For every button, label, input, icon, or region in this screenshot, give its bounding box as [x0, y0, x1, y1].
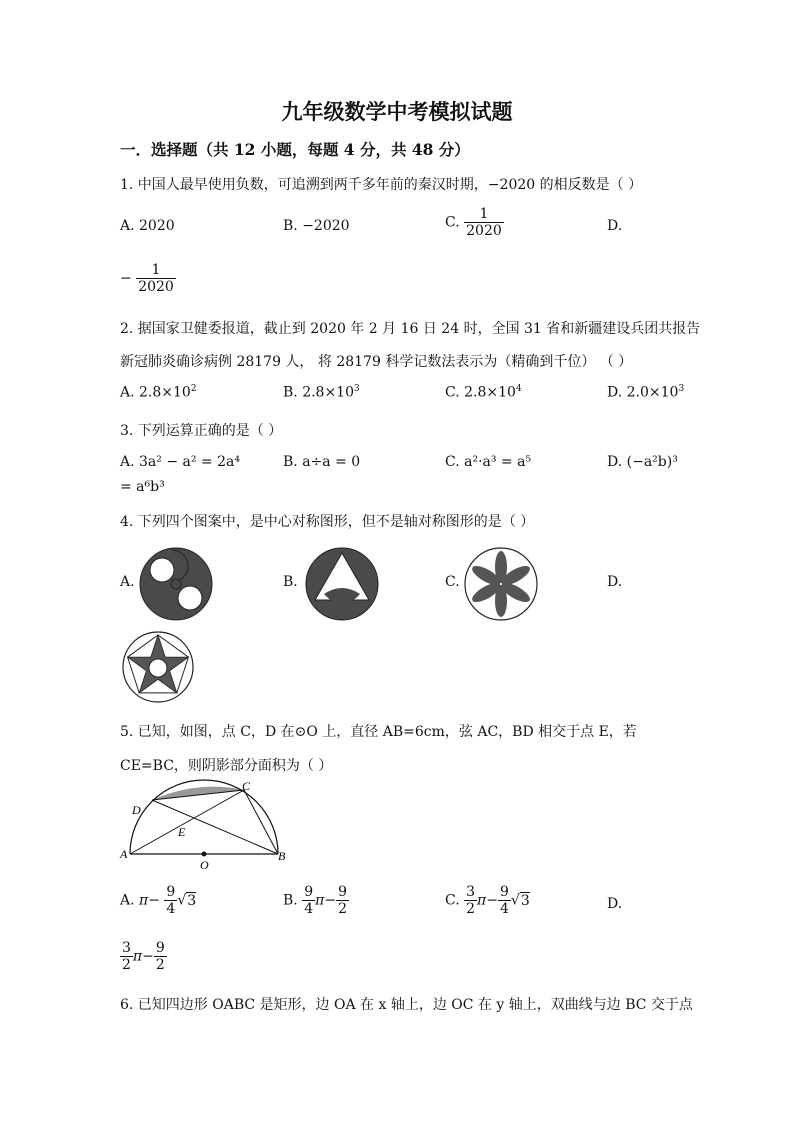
center-point-o: [202, 852, 207, 857]
chord-ac: [130, 790, 244, 854]
option-text: B. 2.8×10: [283, 384, 354, 401]
q4-option-b-label: B.: [283, 574, 298, 590]
q4-option-a-label: A.: [120, 574, 135, 590]
fraction: [164, 884, 177, 917]
q5-option-c: C. $\frac{3}{2}$ π− $\frac{9}{4}$ √3: [445, 884, 530, 918]
q2-option-b: [283, 384, 360, 401]
label-d: D: [132, 803, 141, 817]
fraction: [464, 884, 477, 917]
label-b: B: [278, 849, 286, 863]
page-title: 九年级数学中考模拟试题: [281, 99, 513, 124]
q4-figure-d: [121, 630, 195, 704]
fraction-numerator: 9: [166, 884, 176, 900]
figure-d-center-circle: [149, 659, 167, 677]
fraction: [302, 884, 315, 917]
option-text: D. 2.0×10: [607, 384, 679, 401]
fraction-numerator: 1: [151, 262, 161, 278]
pi-symbol: π: [477, 892, 487, 909]
label-c: C: [242, 779, 251, 793]
minus-sign: −: [324, 892, 337, 909]
exponent: 2: [190, 384, 197, 394]
fraction-denominator: 2: [122, 957, 131, 974]
q1-option-a: A. 2020: [120, 218, 175, 234]
fraction-denominator: 4: [304, 901, 314, 918]
minus-sign: −: [142, 948, 154, 965]
question-2-line-1: 2. 据国家卫健委报道，截止到 2020 年 2 月 16 日 24 时，全国 31 省和新疆建设兵团共报告: [120, 321, 701, 337]
q1-option-c-fraction: [464, 206, 504, 239]
minus-sign: −: [148, 892, 160, 909]
fraction-numerator: 3: [466, 884, 476, 900]
chord-bd: [152, 800, 278, 854]
exponent: 3: [678, 384, 685, 394]
fraction-numerator: 9: [338, 884, 347, 900]
q3-option-b: B. a÷a = 0: [283, 454, 361, 470]
q3-option-d-continued: = a⁶b³: [120, 479, 165, 495]
fraction-denominator: 2020: [466, 223, 502, 240]
exponent: 3: [354, 384, 360, 394]
q1-option-d-label: D.: [607, 218, 623, 234]
fraction-denominator: 4: [499, 901, 509, 918]
question-2-line-2: 新冠肺炎确诊病例 28179 人， 将 28179 科学记数法表示为（精确到千位） （ ）: [120, 354, 633, 370]
q1-option-c: [445, 206, 504, 239]
q5-option-d-value: [120, 940, 167, 973]
option-text: C. 2.8×10: [445, 384, 516, 401]
fraction-numerator: 1: [479, 206, 489, 222]
minus-sign: −: [120, 270, 132, 287]
q1-option-b: B. −2020: [283, 218, 350, 234]
question-1-text: 1. 中国人最早使用负数，可追溯到两千多年前的秦汉时期，−2020 的相反数是（ ）: [120, 177, 643, 193]
exponent: 4: [515, 384, 522, 394]
q5-option-a: A. π− $\frac{9}{4}$ √3: [120, 884, 197, 918]
pi-symbol: π: [132, 948, 143, 965]
q4-figure-c: [463, 546, 539, 622]
q2-option-d: [607, 384, 684, 401]
option-label: B.: [283, 892, 298, 909]
q2-option-c: [445, 384, 522, 401]
fraction-denominator: 4: [166, 901, 176, 918]
fraction-numerator: 9: [304, 884, 314, 900]
fraction: [120, 940, 133, 973]
q4-figure-b: [304, 546, 380, 622]
question-6-text: 6. 已知四边形 OABC 是矩形，边 OA 在 x 轴上，边 OC 在 y 轴上，双曲线与边 BC 交于点: [120, 997, 693, 1013]
fraction-denominator: 2: [338, 901, 347, 918]
fraction: [498, 884, 511, 917]
q5-option-d-label: D.: [607, 896, 623, 912]
label-o: O: [200, 858, 209, 872]
q1-option-d-fraction: [136, 262, 176, 295]
question-4-text: 4. 下列四个图案中，是中心对称图形，但不是轴对称图形的是（ ）: [120, 514, 535, 530]
fraction: [336, 884, 349, 917]
option-text: A. 2.8×10: [120, 384, 191, 401]
q1-option-c-label: C.: [445, 214, 460, 231]
q4-option-c-label: C.: [445, 574, 460, 590]
pi-symbol: π: [315, 892, 325, 909]
fraction-denominator: 2020: [138, 279, 174, 296]
question-3-text: 3. 下列运算正确的是（ ）: [120, 423, 283, 439]
radicand: 3: [187, 892, 197, 909]
fraction: [154, 940, 167, 973]
label-a: A: [120, 847, 128, 861]
q3-option-c: C. a²·a³ = a⁵: [445, 454, 532, 470]
q3-option-d: D. (−a²b)³: [607, 454, 678, 470]
segment-bc: [244, 790, 278, 854]
pi-symbol: π: [139, 892, 149, 909]
fraction-numerator: 3: [122, 940, 131, 956]
fraction-denominator: 2: [466, 901, 476, 918]
q4-figure-a: [138, 546, 214, 622]
q1-option-d-value: [120, 262, 176, 295]
section-heading: 一．选择题（共 12 小题，每题 4 分，共 48 分）: [120, 140, 470, 159]
question-5-line-1: 5. 已知，如图，点 C，D 在⊙O 上，直径 AB=6cm，弦 AC，BD 相交于点 E，若: [120, 724, 637, 740]
option-label: C.: [445, 892, 460, 909]
q2-option-a: [120, 384, 197, 401]
fraction-denominator: 2: [155, 957, 165, 974]
q5-geometry-figure: [118, 778, 288, 872]
q5-option-b: [283, 884, 349, 917]
option-label: A.: [120, 892, 135, 909]
fraction-numerator: 9: [499, 884, 509, 900]
q3-option-a: A. 3a² − a² = 2a⁴: [120, 454, 240, 470]
fraction-numerator: 9: [155, 940, 165, 956]
minus-sign: −: [486, 892, 498, 909]
q4-option-d-label: D.: [607, 574, 623, 590]
label-e: E: [178, 825, 186, 839]
question-5-line-2: CE=BC，则阴影部分面积为（ ）: [120, 758, 333, 774]
radicand: 3: [520, 892, 530, 909]
